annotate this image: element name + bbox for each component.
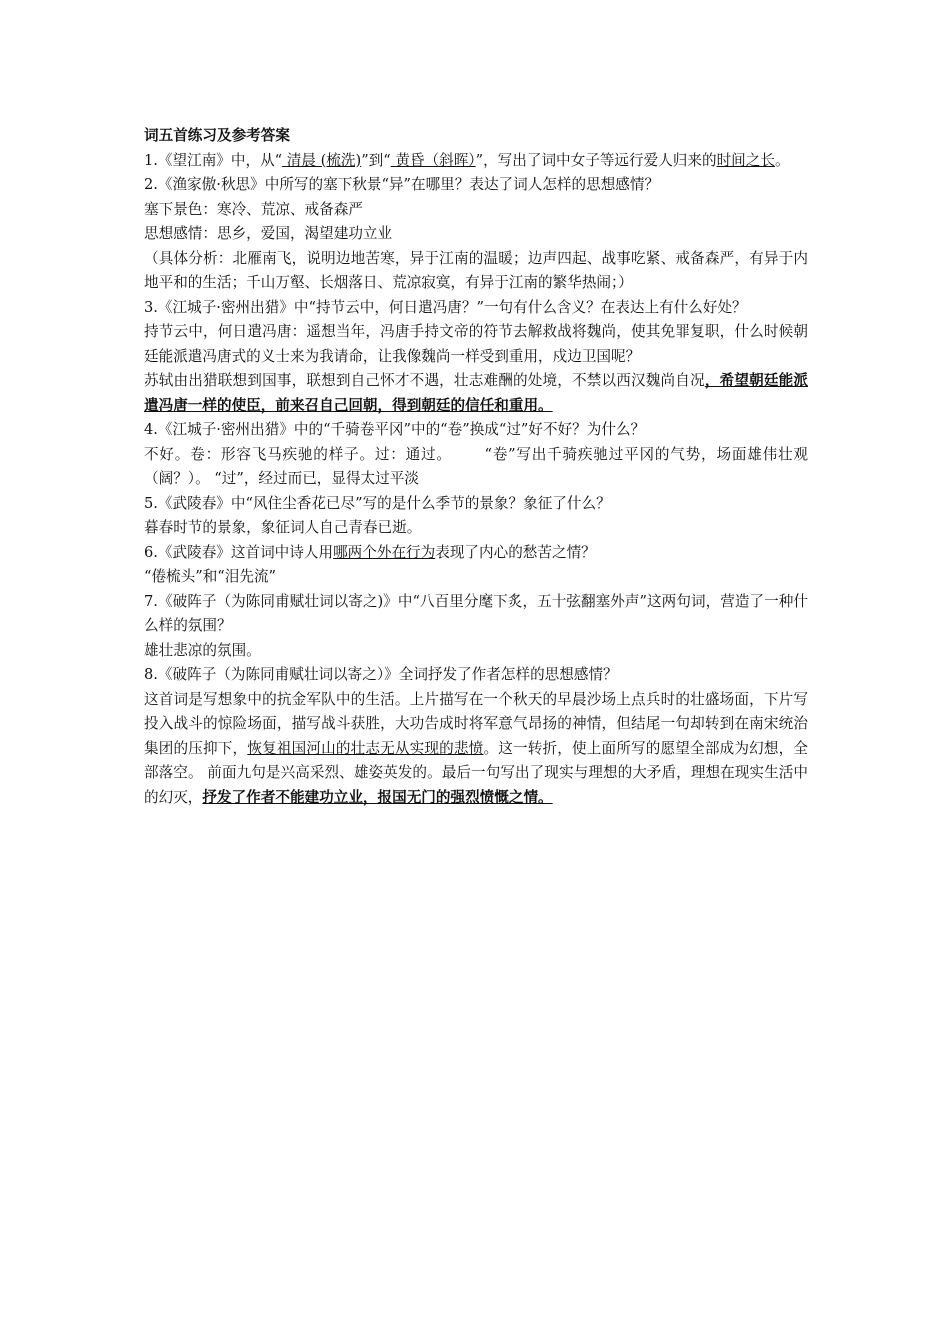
answer-4: 不好。卷：形容飞马疾驰的样子。过：通过。 “卷”写出千骑疾驰过平冈的气势，场面雄伟壮观（阔？）。 “过”，经过而已，显得太过平淡 bbox=[144, 445, 808, 487]
document-title: 词五首练习及参考答案 bbox=[144, 127, 290, 144]
answer-underline: 清晨 (梳洗) bbox=[282, 151, 362, 169]
answer-8: 这首词是写想象中的抗金军队中的生活。上片描写在一个秋天的早晨沙场上点兵时的壮盛场面，下片写投入战斗的惊险场面，描写战斗获胜，大功告成时将军意气昂扬的神情，但结尾一句却转到在南宋统治集团的压抑下，恢复祖国河山的壮志无从实现的悲愤。这一转折，使上面所写的愿望全部成为幻想，全部落空。 前面九句是兴高采烈、雄姿英发的。最后一句写出了现实与理想的大矛盾，理想在现实生活中的幻灭，抒发了作者不能建功立业，报国无门的强烈愤慨之情。 bbox=[144, 690, 808, 806]
answer-underline: 哪两个外在行为 bbox=[333, 543, 436, 561]
answer-2-feeling: 思想感情：思乡，爱国，渴望建功立业 bbox=[144, 225, 393, 242]
answer-bold-underline: 抒发了作者不能建功立业，报国无门的强烈愤慨之情。 bbox=[202, 788, 553, 806]
answer-3-meaning: 持节云中，何日遣冯唐：遥想当年，冯唐手持文帝的符节去解救战将魏尚，使其免罪复职，什么时候朝廷能派遣冯唐式的义士来为我请命，让我像魏尚一样受到重用，戍边卫国呢？ bbox=[144, 323, 808, 365]
question-6: 6.《武陵春》这首词中诗人用哪两个外在行为表现了内心的愁苦之情？ bbox=[144, 543, 596, 561]
question-7: 7.《破阵子（为陈同甫赋壮词以寄之)》中“八百里分麾下炙，五十弦翻塞外声”这两句词，营造了一种什么样的氛围？ bbox=[144, 592, 808, 634]
answer-2-scene: 塞下景色：寒冷、荒凉、戒备森严 bbox=[144, 200, 363, 218]
answer-6: “倦梳头”和“泪先流” bbox=[144, 568, 276, 585]
question-5: 5.《武陵春》中“风住尘香花已尽”写的是什么季节的景象？象征了什么？ bbox=[144, 494, 611, 512]
question-8: 8.《破阵子（为陈同甫赋壮词以寄之）》全词抒发了作者怎样的思想感情？ bbox=[144, 666, 618, 683]
answer-bold-underline: ，希望朝廷能派遣冯唐一样的使臣，前来召自己回朝，得到朝廷的信任和重用。 bbox=[144, 372, 808, 414]
answer-underline: 时间之长 bbox=[716, 151, 775, 169]
question-4: 4.《江城子·密州出猎》中的“千骑卷平冈”中的“卷”换成“过”好不好？为什么？ bbox=[144, 421, 646, 438]
answer-underline: 黄昏（斜晖） bbox=[390, 151, 476, 169]
answer-2-analysis: （具体分析：北雁南飞，说明边地苦寒，异于江南的温暖；边声四起、战事吃紧、戒备森严，有异于内地平和的生活；千山万壑、长烟落日、荒凉寂寞，有异于江南的繁华热闹；） bbox=[144, 249, 808, 291]
answer-3-benefit: 苏轼由出猎联想到国事，联想到自己怀才不遇，壮志难酬的处境，不禁以西汉魏尚自况，希望朝廷能派遣冯唐一样的使臣，前来召自己回朝，得到朝廷的信任和重用。 bbox=[144, 372, 808, 414]
question-3: 3.《江城子·密州出猎》中“持节云中，何日遣冯唐？”一句有什么含义？在表达上有什么好处？ bbox=[144, 298, 747, 316]
answer-underline: 恢复祖国河山的壮志无从实现的悲愤 bbox=[247, 739, 484, 757]
document-body bbox=[144, 124, 808, 810]
question-1: 1.《望江南》中，从“ 清晨 (梳洗)”到“ 黄昏（斜晖）”，写出了词中女子等远行爱人归来的时间之长。 bbox=[144, 151, 790, 169]
answer-5: 暮春时节的景象，象征词人自己青春已逝。 bbox=[144, 519, 422, 536]
answer-7: 雄壮悲凉的氛围。 bbox=[144, 641, 261, 659]
question-2: 2.《渔家傲·秋思》中所写的塞下秋景“异”在哪里？表达了词人怎样的思想感情？ bbox=[144, 176, 660, 193]
